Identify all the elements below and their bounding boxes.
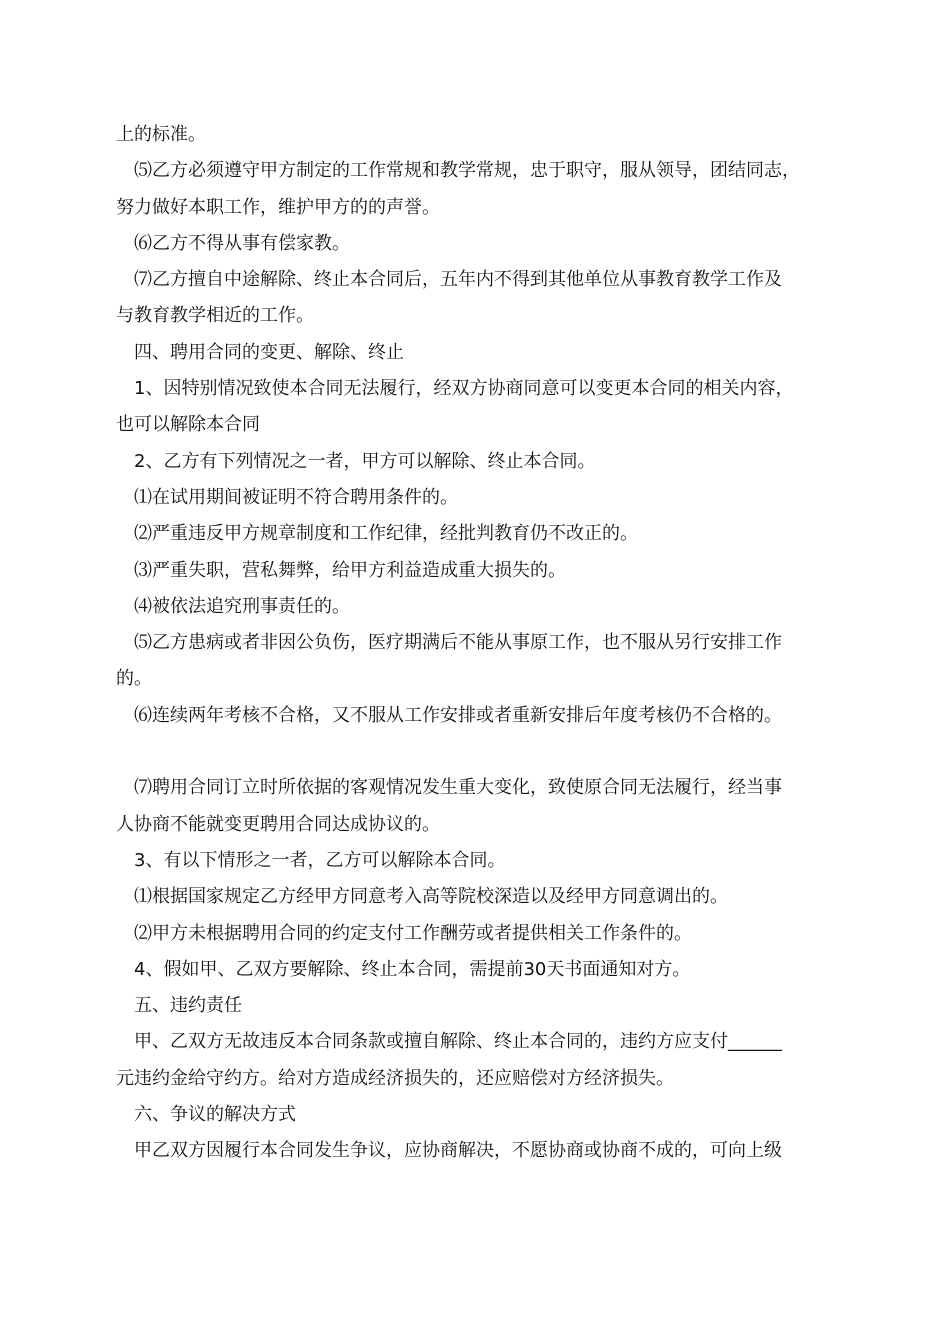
- item-3: 3、有以下情形之一者，乙方可以解除本合同。: [134, 849, 506, 871]
- sub-clause-6: ⑹连续两年考核不合格，又不服从工作安排或者重新安排后年度考核仍不合格的。: [134, 704, 782, 726]
- contract-text: [116, 117, 838, 1170]
- clause-5-line-1: ⑸乙方必须遵守甲方制定的工作常规和教学常规，忠于职守，服从领导，团结同志，: [134, 160, 800, 182]
- item-2: 2、乙方有下列情况之一者，甲方可以解除、终止本合同。: [134, 450, 596, 472]
- sub-clause-5-line-1: ⑸乙方患病或者非因公负伤，医疗期满后不能从事原工作，也不服从另行安排工作: [134, 632, 782, 654]
- dispute-line-1: 甲乙双方因履行本合同发生争议，应协商解决，不愿协商或协商不成的，可向上级: [134, 1140, 782, 1162]
- clause-5-line-2: 努力做好本职工作，维护甲方的的声誉。: [116, 196, 440, 218]
- item-3-sub-2: ⑵甲方未根据聘用合同的约定支付工作酬劳或者提供相关工作条件的。: [134, 922, 692, 944]
- liability-line-1: 甲、乙双方无故违反本合同条款或擅自解除、终止本合同的，违约方应支付______: [134, 1031, 782, 1053]
- sub-clause-7-line-1: ⑺聘用合同订立时所依据的客观情况发生重大变化，致使原合同无法履行，经当事: [134, 777, 782, 799]
- liability-line-2: 元违约金给守约方。给对方造成经济损失的，还应赔偿对方经济损失。: [116, 1067, 674, 1089]
- clause-7-line-1: ⑺乙方擅自中途解除、终止本合同后，五年内不得到其他单位从事教育教学工作及: [134, 269, 782, 291]
- section-heading-6: 六、争议的解决方式: [134, 1104, 296, 1126]
- sub-clause-5-line-2: 的。: [116, 668, 152, 690]
- sub-clause-3: ⑶严重失职，营私舞弊，给甲方利益造成重大损失的。: [134, 559, 566, 581]
- section-heading-5: 五、违约责任: [134, 995, 242, 1017]
- item-1-line-1: 1、因特别情况致使本合同无法履行，经双方协商同意可以变更本合同的相关内容，: [134, 378, 794, 400]
- sub-clause-1: ⑴在试用期间被证明不符合聘用条件的。: [134, 486, 458, 508]
- clause-7-line-2: 与教育教学相近的工作。: [116, 305, 314, 327]
- sub-clause-2: ⑵严重违反甲方规章制度和工作纪律，经批判教育仍不改正的。: [134, 523, 638, 545]
- clause-6: ⑹乙方不得从事有偿家教。: [134, 232, 350, 254]
- text-line: 上的标准。: [116, 124, 206, 145]
- blank-line: [116, 734, 838, 770]
- section-heading-4: 四、聘用合同的变更、解除、终止: [134, 341, 404, 363]
- item-4: 4、假如甲、乙双方要解除、终止本合同，需提前30天书面通知对方。: [134, 958, 691, 980]
- item-3-sub-1: ⑴根据国家规定乙方经甲方同意考入高等院校深造以及经甲方同意调出的。: [134, 886, 728, 908]
- sub-clause-4: ⑷被依法追究刑事责任的。: [134, 595, 350, 617]
- item-1-line-2: 也可以解除本合同: [116, 414, 260, 436]
- sub-clause-7-line-2: 人协商不能就变更聘用合同达成协议的。: [116, 813, 440, 835]
